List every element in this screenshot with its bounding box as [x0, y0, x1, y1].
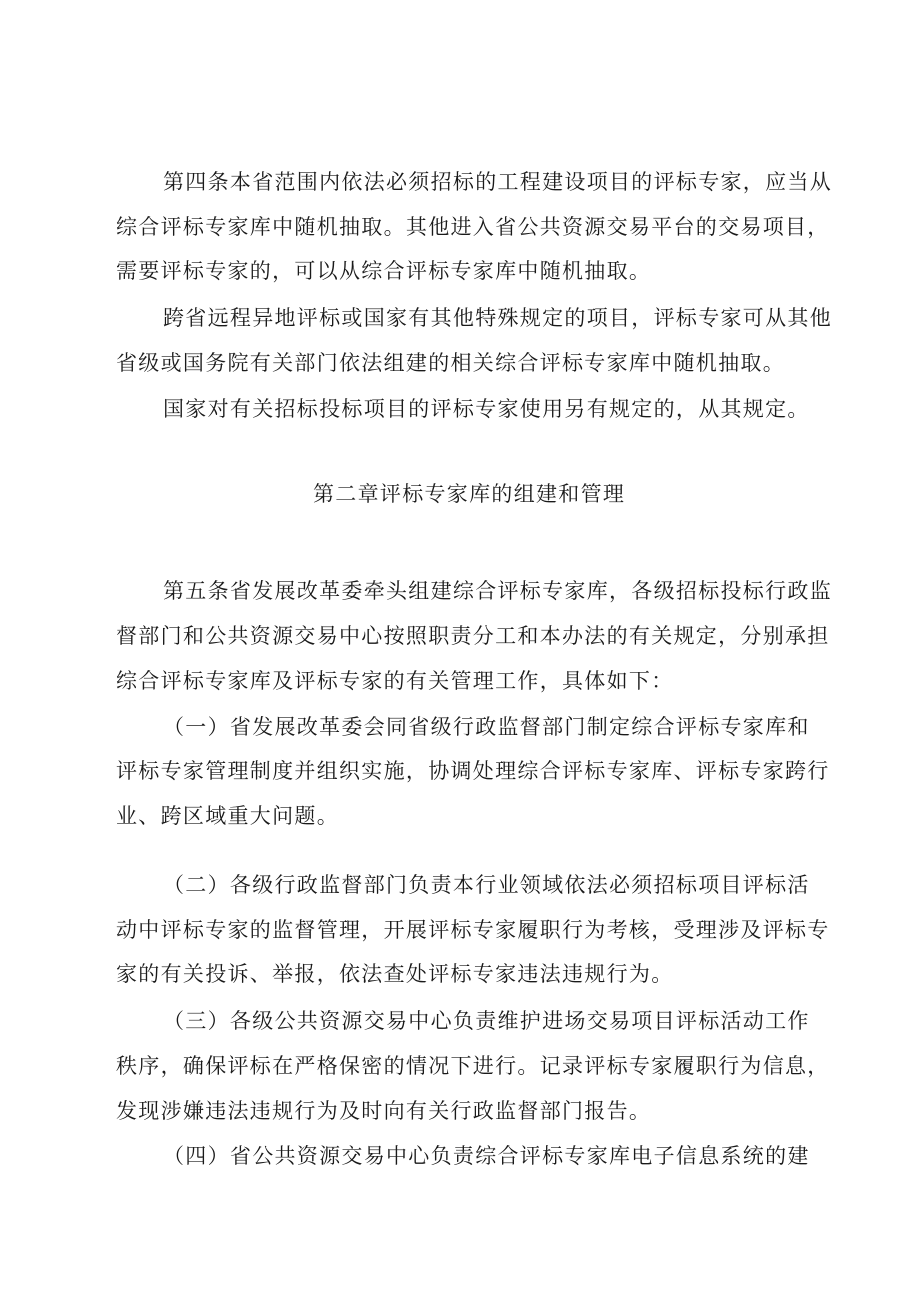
text-line: （四）省公共资源交易中心负责综合评标专家库电子信息系统的建 [163, 1144, 810, 1168]
text-line: 需要评标专家的，可以从综合评标专家库中随机抽取。 [116, 259, 652, 283]
text-line: 综合评标专家库及评标专家的有关管理工作，具体如下： [116, 669, 674, 693]
text-line: 第四条本省范围内依法必须招标的工程建设项目的评标专家，应当从 [163, 170, 832, 194]
text-line: 国家对有关招标投标项目的评标专家使用另有规定的，从其规定。 [163, 397, 810, 421]
text-line: 动中评标专家的监督管理，开展评标专家履职行为考核，受理涉及评标专 [116, 918, 830, 942]
text-line: （三）各级公共资源交易中心负责维护进场交易项目评标活动工作 [163, 1009, 810, 1033]
text-line: 督部门和公共资源交易中心按照职责分工和本办法的有关规定，分别承担 [116, 624, 830, 648]
text-line: 评标专家管理制度并组织实施，协调处理综合评标专家库、评标专家跨行 [116, 759, 830, 783]
text-line: 省级或国务院有关部门依法组建的相关综合评标专家库中随机抽取。 [116, 351, 785, 375]
text-line: 秩序，确保评标在严格保密的情况下进行。记录评标专家履职行为信息， [116, 1054, 830, 1078]
text-line: 家的有关投诉、举报，依法查处评标专家违法违规行为。 [116, 962, 674, 986]
text-line: 发现涉嫌违法违规行为及时向有关行政监督部门报告。 [116, 1099, 652, 1123]
text-line: （二）各级行政监督部门负责本行业领域依法必须招标项目评标活 [163, 873, 810, 897]
text-line: （一）省发展改革委会同省级行政监督部门制定综合评标专家库和 [163, 715, 810, 739]
chapter-heading: 第二章评标专家库的组建和管理 [313, 482, 626, 506]
text-line: 跨省远程异地评标或国家有其他特殊规定的项目，评标专家可从其他 [163, 306, 832, 330]
text-line: 业、跨区域重大问题。 [116, 804, 339, 828]
text-line: 综合评标专家库中随机抽取。其他进入省公共资源交易平台的交易项目， [116, 215, 830, 239]
text-line: 第五条省发展改革委牵头组建综合评标专家库，各级招标投标行政监 [163, 579, 832, 603]
